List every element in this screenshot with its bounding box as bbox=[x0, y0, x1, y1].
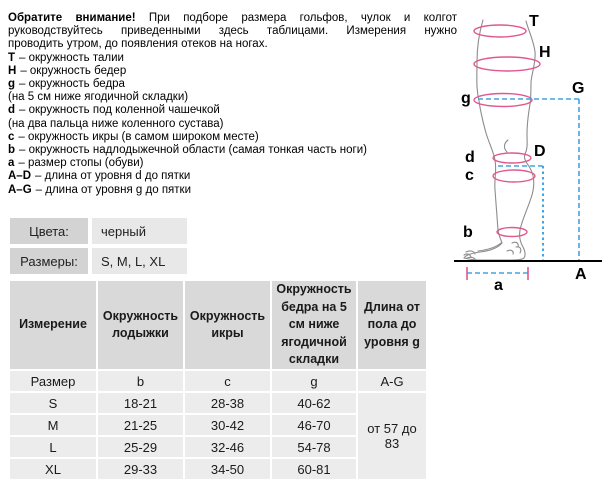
knee-detail-line bbox=[504, 140, 508, 152]
definition-line-g-note: (на 5 см ниже ягодичной складки) bbox=[8, 91, 189, 104]
header-thigh: Окружность бедра на 5 см ниже ягодичной складки bbox=[272, 281, 356, 369]
definition-line-c: c – окружность икры (в самом широком месте) bbox=[8, 130, 259, 143]
param-size: Размер bbox=[10, 371, 96, 391]
definition-line-H: H – окружность бедер bbox=[8, 64, 127, 77]
sizes-label: Размеры: bbox=[10, 248, 88, 274]
param-ag: A-G bbox=[358, 371, 426, 391]
header-measure: Измерение bbox=[10, 281, 96, 369]
cell-b: 29-33 bbox=[98, 459, 183, 479]
label-c: c bbox=[465, 167, 474, 184]
label-G: G bbox=[572, 80, 585, 97]
cell-g: 54-78 bbox=[272, 437, 356, 457]
param-g: g bbox=[272, 371, 356, 391]
cell-c: 32-46 bbox=[185, 437, 270, 457]
cell-b: 25-29 bbox=[98, 437, 183, 457]
cell-g: 60-81 bbox=[272, 459, 356, 479]
heel-detail-line bbox=[507, 250, 513, 254]
cell-size: XL bbox=[10, 459, 96, 479]
definition-line-d-note: (на два пальца ниже коленного сустава) bbox=[8, 117, 224, 130]
instructions-block bbox=[8, 12, 457, 197]
cell-size: L bbox=[10, 437, 96, 457]
ellipse-c-calf bbox=[493, 170, 535, 182]
intro-line-1 bbox=[8, 12, 457, 25]
param-row bbox=[10, 371, 426, 391]
cell-c: 30-42 bbox=[185, 415, 270, 435]
intro-line-1-text: При подборе размера гольфов, чулок и колгот bbox=[148, 12, 457, 24]
cell-g: 40-62 bbox=[272, 393, 356, 413]
label-a: a bbox=[494, 277, 503, 294]
label-T: T bbox=[529, 13, 539, 30]
definition-line-d: d – окружность под коленной чашечкой bbox=[8, 104, 220, 117]
colors-value: черный bbox=[92, 218, 187, 244]
definition-line-AG: A–G – длина от уровня g до пятки bbox=[8, 183, 192, 196]
size-table bbox=[8, 279, 428, 481]
label-D: D bbox=[534, 143, 546, 160]
param-b: b bbox=[98, 371, 183, 391]
intro-line-2: руководствуйтесь приведенными здесь таблицами. Измерения нужно bbox=[8, 25, 457, 38]
cell-length-merged: от 57 до 83 bbox=[358, 393, 426, 479]
ellipse-b-ankle bbox=[497, 228, 527, 237]
ellipse-H-hips bbox=[474, 57, 540, 71]
definition-line-g: g – окружность бедра bbox=[8, 78, 125, 91]
cell-size: S bbox=[10, 393, 96, 413]
sizes-value: S, M, L, XL bbox=[92, 248, 187, 274]
cell-c: 34-50 bbox=[185, 459, 270, 479]
label-H: H bbox=[539, 44, 551, 61]
cell-b: 21-25 bbox=[98, 415, 183, 435]
definition-line-T: T – окружность талии bbox=[8, 51, 124, 64]
sizes-row bbox=[10, 248, 187, 274]
cell-size: M bbox=[10, 415, 96, 435]
intro-line-3: проводить утром, до появления отеков на ногах. bbox=[8, 38, 268, 51]
definition-line-b: b – окружность надлодыжечной области (самая тонкая часть ноги) bbox=[8, 144, 367, 157]
cell-c: 28-38 bbox=[185, 393, 270, 413]
ellipse-g-thigh bbox=[474, 94, 532, 107]
header-ankle: Окружность лодыжки bbox=[98, 281, 183, 369]
label-g: g bbox=[461, 90, 471, 107]
attributes-table bbox=[10, 218, 187, 274]
header-calf: Окружность икры bbox=[185, 281, 270, 369]
colors-row bbox=[10, 218, 187, 244]
leg-measurement-diagram bbox=[450, 0, 606, 300]
cell-g: 46-70 bbox=[272, 415, 356, 435]
definition-line-a: a – размер стопы (обуви) bbox=[8, 157, 144, 170]
ellipse-T-waist bbox=[474, 25, 526, 37]
label-A: A bbox=[575, 266, 587, 283]
param-c: c bbox=[185, 371, 270, 391]
cell-b: 18-21 bbox=[98, 393, 183, 413]
attention-text: Обратите внимание! bbox=[8, 12, 136, 24]
leg-outline-sketch bbox=[464, 20, 535, 260]
heel-detail-line bbox=[516, 247, 521, 253]
label-d: d bbox=[465, 149, 475, 166]
colors-label: Цвета: bbox=[10, 218, 88, 244]
label-b: b bbox=[463, 224, 473, 241]
table-row-S bbox=[10, 393, 426, 413]
definition-line-AD: A–D – длина от уровня d до пятки bbox=[8, 170, 191, 183]
header-length: Длина от пола до уровня g bbox=[358, 281, 426, 369]
size-table-header-row bbox=[10, 281, 426, 369]
